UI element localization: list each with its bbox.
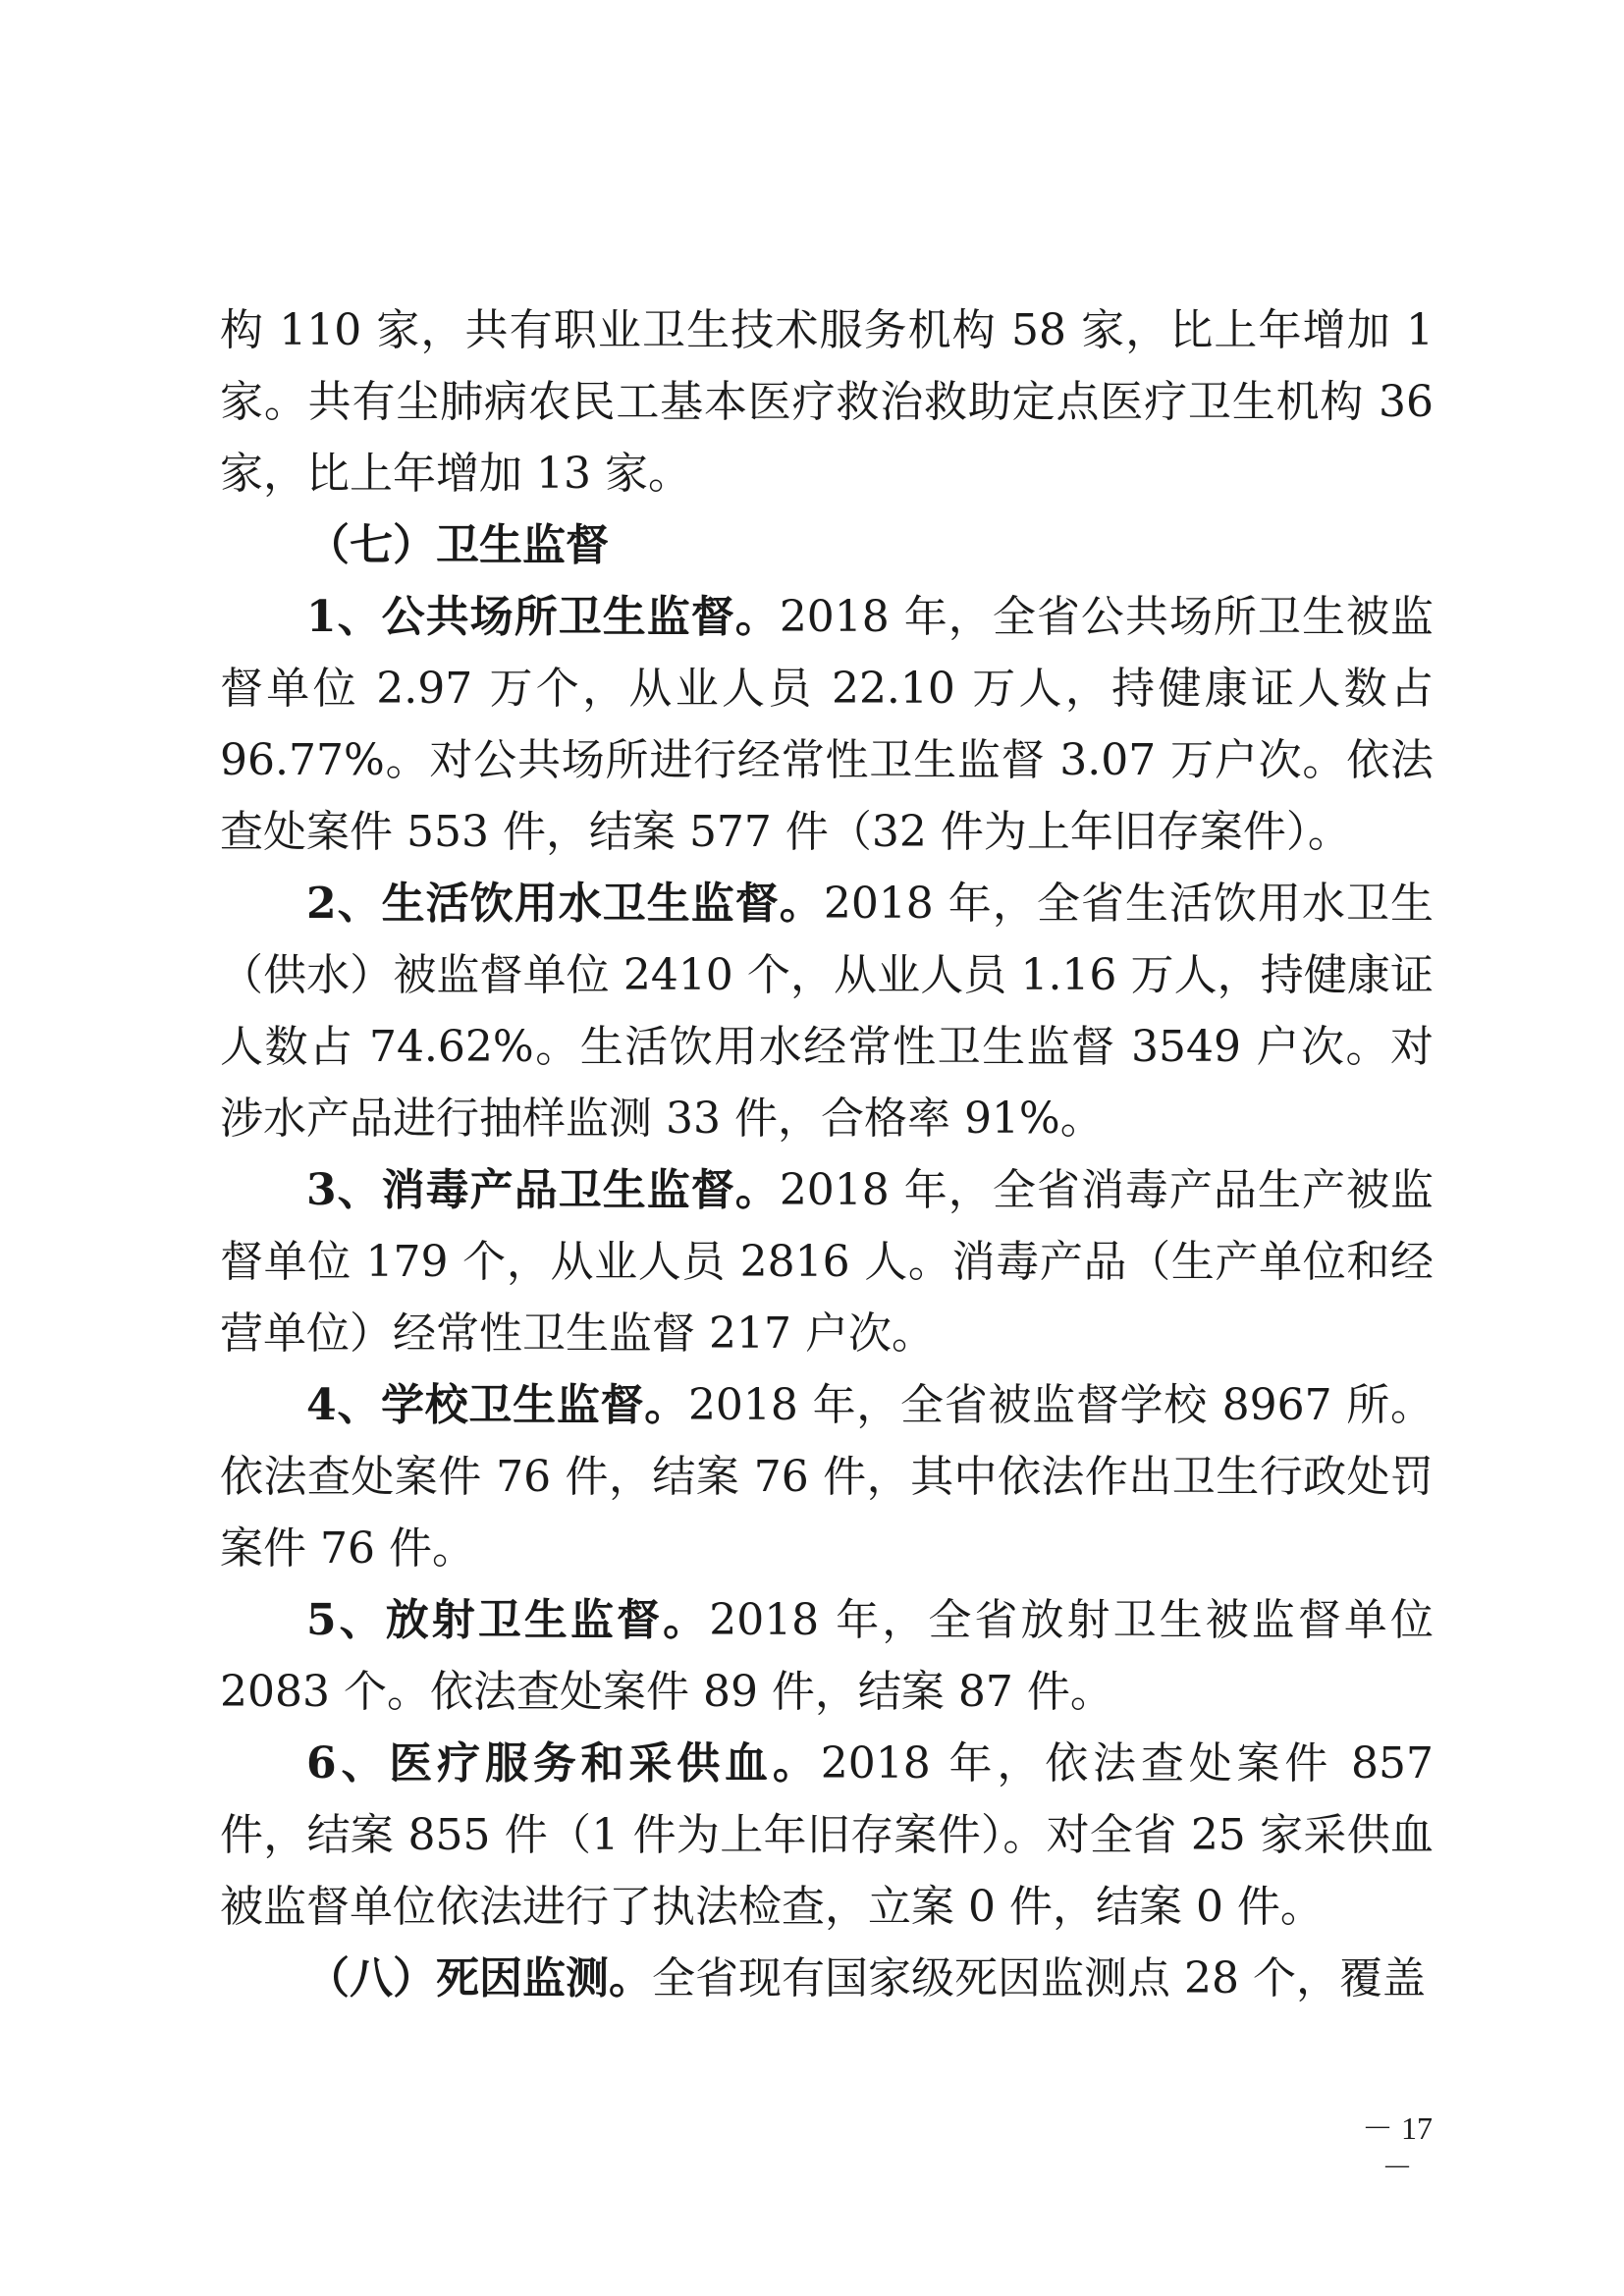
paragraph-death-cause-monitoring <box>220 1943 1434 2014</box>
paragraph-text: 全省现有国家级死因监测点 28 个，覆盖 <box>652 1953 1426 2003</box>
section-heading-health-supervision: （七）卫生监督 <box>306 520 609 570</box>
paragraph-text: 2018 年，全省放射卫生被监督单位 2083 个。依法查处案件 89 件，结案 87 件。 <box>220 1595 1434 1717</box>
document-body <box>220 294 1434 2014</box>
paragraph-lead: 2、生活饮用水卫生监督。 <box>306 879 824 929</box>
paragraph-lead: （八）死因监测。 <box>306 1953 652 2003</box>
paragraph-lead: 3、消毒产品卫生监督。 <box>306 1165 780 1215</box>
paragraph-lead: 6、医疗服务和采供血。 <box>306 1738 821 1789</box>
paragraph-lead: 4、学校卫生监督。 <box>306 1380 688 1430</box>
paragraph-text: 2018 年，全省消毒产品生产被监督单位 179 个，从业人员 2816 人。消毒产品（生产单位和经营单位）经常性卫生监督 217 户次。 <box>220 1165 1434 1359</box>
paragraph-text: 2018 年，全省被监督学校 8967 所。依法查处案件 76 件，结案 76 件，其中依法作出卫生行政处罚案件 76 件。 <box>220 1380 1434 1574</box>
continuation-paragraph: 构 110 家，共有职业卫生技术服务机构 58 家，比上年增加 1 家。共有尘肺病农民工基本医疗救治救助定点医疗卫生机构 36 家，比上年增加 13 家。 <box>220 305 1434 499</box>
page-number: － 17 － <box>1361 2110 1433 2185</box>
paragraph-disinfection-products <box>220 1154 1434 1369</box>
paragraph-school-health <box>220 1369 1434 1584</box>
paragraph-lead: 5、放射卫生监督。 <box>306 1595 710 1645</box>
paragraph-text: 2018 年，全省生活饮用水卫生（供水）被监督单位 2410 个，从业人员 1.16 万人，持健康证人数占 74.62%。生活饮用水经常性卫生监督 3549 户次。对涉水产品进行抽样监测 33 件，合格率 91%。 <box>220 879 1434 1144</box>
paragraph-lead: 1、公共场所卫生监督。 <box>306 592 780 642</box>
paragraph-radiation-health <box>220 1584 1434 1728</box>
paragraph-public-places <box>220 581 1434 868</box>
paragraph-medical-blood <box>220 1728 1434 1943</box>
paragraph-drinking-water <box>220 868 1434 1154</box>
paragraph-text: 2018 年，全省公共场所卫生被监督单位 2.97 万个，从业人员 22.10 万人，持健康证人数占 96.77%。对公共场所进行经常性卫生监督 3.07 万户次。依法查处案件 553 件，结案 577 件（32 件为上年旧存案件）。 <box>220 592 1434 857</box>
paragraph-text: 2018 年，依法查处案件 857 件，结案 855 件（1 件为上年旧存案件）。对全省 25 家采供血被监督单位依法进行了执法检查，立案 0 件，结案 0 件。 <box>220 1738 1434 1932</box>
